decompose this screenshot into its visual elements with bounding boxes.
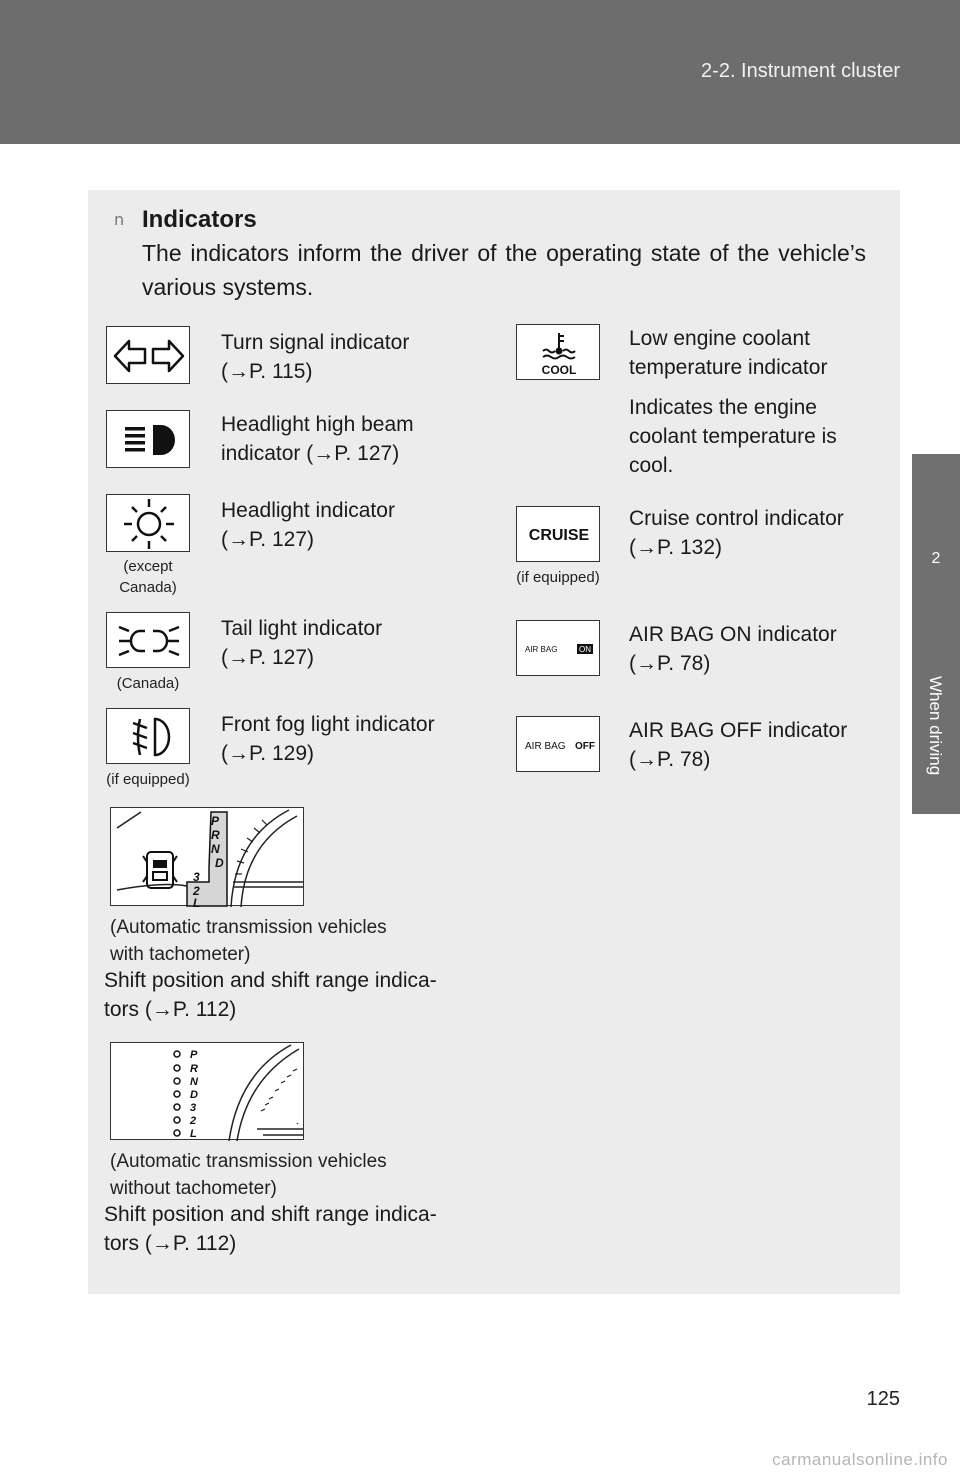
fog-light-caption: (if equipped)	[106, 771, 190, 788]
chapter-side-tab	[912, 144, 960, 1484]
gear-letter: R	[190, 1063, 198, 1075]
gear-letter: N	[211, 842, 220, 856]
high-beam-label: Headlight high beam indicator (→P. 127)	[221, 413, 414, 465]
fog-light-icon	[106, 708, 190, 764]
shift-indicator-no-tachometer-image	[110, 1042, 304, 1140]
watermark: carmanualsonline.info	[772, 1450, 948, 1469]
chapter-name: When driving	[926, 676, 945, 776]
page-number: 125	[866, 1388, 900, 1410]
gear-letter: 3	[193, 870, 200, 884]
gear-letter: 2	[190, 1115, 197, 1127]
chapter-name-tab	[912, 664, 960, 814]
shift-indicator-tachometer-image	[110, 807, 304, 906]
shift-no-tachometer-caption: (Automatic transmission vehicles without tachometer)	[110, 1151, 387, 1199]
indicators-panel	[88, 190, 900, 1294]
section-heading: Indicators	[142, 206, 257, 233]
airbag-off-icon	[516, 716, 600, 772]
gear-letter: 3	[190, 1102, 197, 1114]
turn-signal-icon	[106, 326, 190, 384]
shift-no-tachometer-label: Shift position and shift range indica- tors (→P. 112)	[104, 1203, 437, 1255]
gear-letter: R	[211, 828, 220, 842]
tail-light-icon	[106, 612, 190, 668]
headlight-caption: (except Canada)	[119, 558, 177, 596]
page-header	[0, 0, 960, 144]
cruise-icon-label: CRUISE	[528, 527, 590, 544]
headlight-label: Headlight indicator (→P. 127)	[221, 499, 395, 551]
gear-letter: P	[190, 1049, 198, 1061]
gear-letter: 2	[193, 884, 200, 898]
airbag-on-icon	[516, 620, 600, 676]
shift-tachometer-label: Shift position and shift range indica- tors (→P. 112)	[104, 969, 437, 1021]
headlight-icon	[106, 494, 190, 552]
section-title: 2-2. Instrument cluster	[701, 60, 900, 82]
tail-light-label: Tail light indicator (→P. 127)	[221, 617, 383, 669]
gear-letter: L	[190, 1128, 197, 1140]
cruise-label: Cruise control indicator (→P. 132)	[629, 507, 844, 559]
chapter-number: 2	[912, 454, 960, 664]
gear-letter: L	[193, 896, 201, 907]
airbag-off-badge: OFF	[575, 741, 595, 752]
coolant-icon	[516, 324, 600, 380]
shift-tachometer-caption: (Automatic transmission vehicles with tachometer)	[110, 917, 387, 965]
intro-text: The indicators inform the driver of the operating state of the vehicle’s various systems.	[142, 240, 866, 300]
turn-signal-label: Turn signal indicator (→P. 115)	[221, 331, 410, 383]
cruise-caption: (if equipped)	[516, 569, 600, 586]
bullet-marker: n	[114, 210, 125, 229]
gear-letter: D	[190, 1089, 198, 1101]
cruise-icon	[516, 506, 600, 562]
coolant-description: Indicates the engine coolant temperature is cool.	[629, 396, 837, 477]
airbag-on-text: AIR BAG	[525, 645, 558, 654]
airbag-on-badge: ON	[579, 645, 591, 654]
gear-letter: P	[211, 814, 220, 828]
high-beam-icon	[106, 410, 190, 468]
fog-light-label: Front fog light indicator (→P. 129)	[221, 713, 435, 765]
airbag-on-label: AIR BAG ON indicator (→P. 78)	[629, 623, 837, 675]
tail-light-caption: (Canada)	[116, 675, 180, 692]
coolant-label: Low engine coolant temperature indicator	[629, 327, 828, 379]
gear-letter: N	[190, 1076, 198, 1088]
airbag-off-label: AIR BAG OFF indicator (→P. 78)	[629, 719, 848, 771]
coolant-icon-label: COOL	[541, 363, 577, 377]
airbag-off-text: AIR BAG	[525, 741, 566, 752]
gear-letter: D	[215, 856, 224, 870]
